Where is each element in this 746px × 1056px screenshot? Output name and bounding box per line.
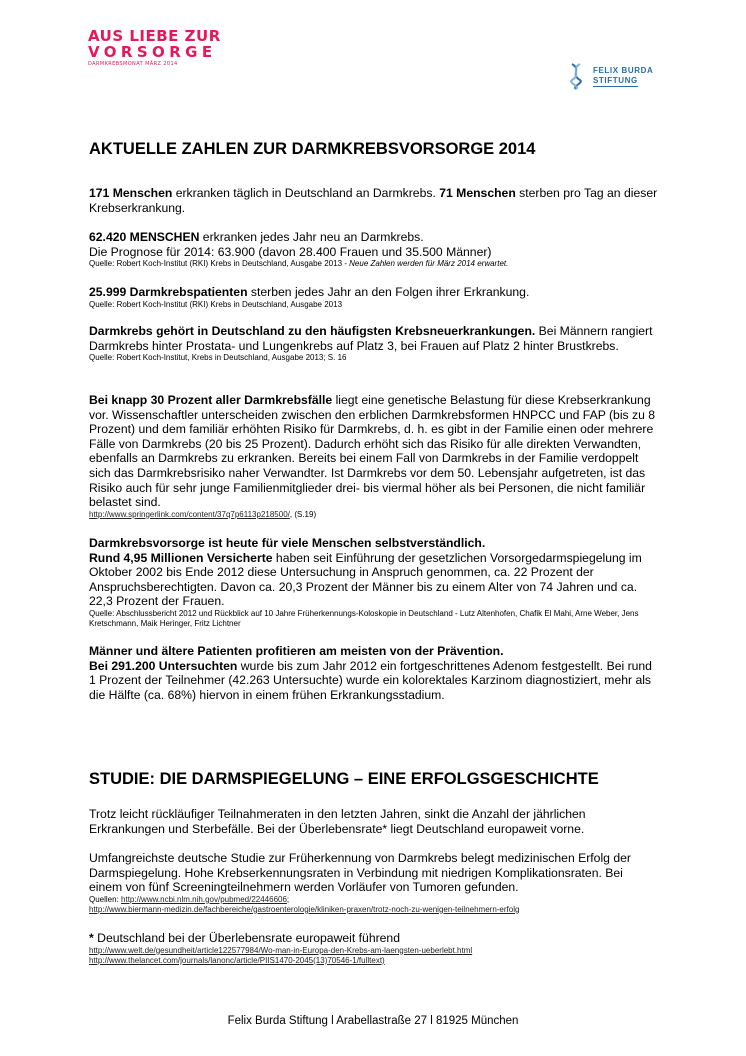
- footnote: * Deutschland bei der Überlebensrate europaweit führend http://www.welt.de/gesundheit/article122577984/Wo-man-in-Europa-den-Krebs-am-laengsten-ueberlebt.html http://www.thelancet.com/journals/lanonc/article/PIIS1470-2045(13)70546-1/fulltext): [89, 931, 473, 965]
- study-detail: Umfangreichste deutsche Studie zur Früherkennung von Darmkrebs belegt medizinischen Erfolg der Darmspiegelung. Hohe Krebserkennungsraten in Verbindung mit niedrigen Komplikationsraten. Bei einem von fünf Screeningteilnehmern werden Vorläufer von Tumoren gefunden. Quellen: http://www.ncbi.nlm.nih.gov/pubmed/22446606; http://www.biermann-medizin.de/fachbereiche/gastroenterologie/kliniken-praxen/trotz-noch-zu-wenigen-teilnehmern-erfolg: [89, 851, 631, 914]
- study-intro: Trotz leicht rückläufiger Teilnahmeraten in den letzten Jahren, sinkt die Anzahl der jährlichen Erkrankungen und Sterbefälle. Bei der Überlebensrate* liegt Deutschland europaweit vorne.: [89, 807, 586, 836]
- stat-prevention: Männer und ältere Patienten profitieren am meisten von der Prävention. Bei 291.200 Untersuchten wurde bis zum Jahr 2012 ein fortgeschrittenes Adenom festgestellt. Bei rund 1 Prozent der Teilnehmer (42.263 Untersuchte) wurde ein kolorektales Karzinom diagnostiziert, mehr als die Hälfte (ca. 68%) hiervon in einem frühen Erkrankungsstadium.: [89, 644, 652, 702]
- stat-deaths: 25.999 Darmkrebspatienten sterben jedes Jahr an den Folgen ihrer Erkrankung. Quelle: Robert Koch-Institut (RKI) Krebs in Deutschland, Ausgabe 2013: [89, 285, 659, 310]
- foundation-logo-line1: FELIX BURDA: [593, 66, 654, 75]
- double-helix-logo-icon: [566, 62, 586, 90]
- springer-link[interactable]: http://www.springerlink.com/content/37q7p6113p218500/: [89, 509, 290, 519]
- campaign-logo-line1: AUS LIEBE ZUR: [88, 27, 221, 45]
- stat-ranking: Darmkrebs gehört in Deutschland zu den häufigsten Krebsneuerkrankungen. Bei Männern rangiert Darmkrebs hinter Prostata- und Lungenkrebs auf Platz 3, bei Frauen auf Platz 2 hinter Brustkrebs. Quelle: Robert Koch-Institut, Krebs in Deutschland, Ausgabe 2013; S. 16: [89, 324, 659, 363]
- campaign-logo-line3: DARMKREBSMONAT MÄRZ 2014: [88, 61, 178, 67]
- source-note: Quelle: Abschlussbericht 2012 und Rückblick auf 10 Jahre Früherkennungs-Koloskopie in Deutschland - Lutz Altenhofen, Chafik El Mahi, Arne Weber, Jens Kretschmann, Maik Heringer, Fritz Lichtner: [89, 608, 639, 628]
- section1-title: AKTUELLE ZAHLEN ZUR DARMKREBSVORSORGE 2014: [89, 140, 536, 158]
- source-note: Quelle: Robert Koch-Institut, Krebs in Deutschland, Ausgabe 2013; S. 16: [89, 353, 347, 363]
- stat-screening: Darmkrebsvorsorge ist heute für viele Menschen selbstverständlich. Rund 4,95 Millionen Versicherte haben seit Einführung der gesetzlichen Vorsorgedarmspiegelung im Oktober 2002 bis Ende 2012 diese Untersuchung in Anspruch genommen, ca. 22 Prozent der Anspruchsberechtigten. Davon ca. 20,3 Prozent der Männer bis zu einem Alter von 74 Jahren und ca. 22,3 Prozent der Frauen. Quelle: Abschlussbericht 2012 und Rückblick auf 10 Jahre Früherkennungs-Koloskopie in Deutschland - Lutz Altenhofen, Chafik El Mahi, Arne Weber, Jens Kretschmann, Maik Heringer, Fritz Lichtner: [89, 536, 659, 629]
- source-note: Quelle: Robert Koch-Institut (RKI) Krebs in Deutschland, Ausgabe 2013: [89, 299, 343, 309]
- campaign-logo-line2: VORSORGE: [88, 43, 217, 61]
- section2-title: STUDIE: DIE DARMSPIEGELUNG – EINE ERFOLGSGESCHICHTE: [89, 770, 599, 788]
- lancet-link[interactable]: http://www.thelancet.com/journals/lanonc/article/PIIS1470-2045(13)70546-1/fulltext): [89, 955, 385, 965]
- source-note: Quelle: Robert Koch-Institut (RKI) Krebs in Deutschland, Ausgabe 2013 - Neue Zahlen werden für März 2014 erwartet.: [89, 259, 509, 269]
- welt-link[interactable]: http://www.welt.de/gesundheit/article122577984/Wo-man-in-Europa-den-Krebs-am-laengsten-ueberlebt.html: [89, 945, 473, 955]
- biermann-link[interactable]: http://www.biermann-medizin.de/fachbereiche/gastroenterologie/kliniken-praxen/trotz-noch-zu-wenigen-teilnehmern-erfolg: [89, 904, 520, 914]
- stat-genetic: Bei knapp 30 Prozent aller Darmkrebsfälle liegt eine genetische Belastung für diese Krebserkrankung vor. Wissenschaftler unterscheiden zwischen den erblichen Darmkrebsformen HNPCC und FAP (bis zu 8 Prozent) und dem familiär erhöhten Risiko für Darmkrebs, d. h. es gibt in der Familie einen oder mehrere Fälle von Darmkrebs (20 bis 25 Prozent). Dadurch erhöht sich das Risiko für alle direkten Verwandten, ebenfalls an Darmkrebs zu erkranken. Bereits bei einem Fall von Darmkrebs in der Familie verdoppelt sich das Darmkrebsrisiko naher Verwandter. Ist Darmkrebs vor dem 50. Lebensjahr aufgetreten, ist das Risiko auch für sehr junge Familienmitglieder drei- bis viermal höher als bei Personen, die nicht familiär belastet sind. http://www.springerlink.com/content/37q7p6113p218500/, (S.19): [89, 393, 656, 519]
- page-footer: Felix Burda Stiftung l Arabellastraße 27 l 81925 München: [227, 1015, 519, 1027]
- campaign-logo: [88, 28, 221, 68]
- foundation-logo: [566, 62, 653, 90]
- stat-yearly-cases: 62.420 MENSCHEN erkranken jedes Jahr neu an Darmkrebs. Die Prognose für 2014: 63.900 (davon 28.400 Frauen und 35.500 Männer) Quelle: Robert Koch-Institut (RKI) Krebs in Deutschland, Ausgabe 2013 - Neue Zahlen werden für März 2014 erwartet.: [89, 230, 659, 269]
- stat-daily-cases: 171 Menschen erkranken täglich in Deutschland an Darmkrebs. 71 Menschen sterben pro Tag an dieser Krebserkrankung.: [89, 186, 658, 215]
- foundation-logo-line2: STIFTUNG: [593, 76, 638, 85]
- pubmed-link[interactable]: http://www.ncbi.nlm.nih.gov/pubmed/22446606: [121, 894, 287, 904]
